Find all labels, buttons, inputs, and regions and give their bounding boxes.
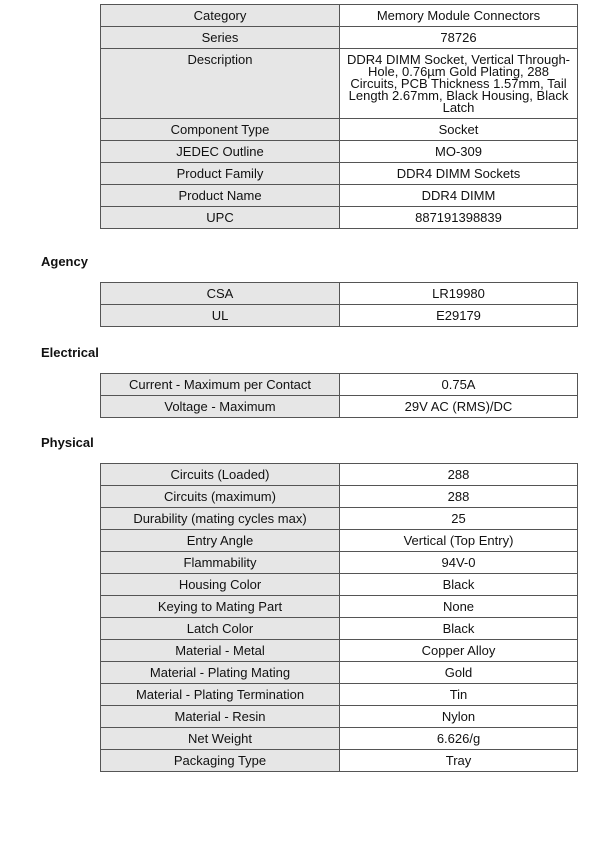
table-row [101, 728, 578, 750]
spec-value: DDR4 DIMM [340, 185, 578, 207]
spec-key: Flammability [101, 552, 340, 574]
spec-value: 288 [340, 486, 578, 508]
table-row [101, 662, 578, 684]
table-row [101, 574, 578, 596]
spec-key: Circuits (maximum) [101, 486, 340, 508]
spec-key: JEDEC Outline [101, 141, 340, 163]
spec-value: 29V AC (RMS)/DC [340, 396, 578, 418]
table-row [101, 464, 578, 486]
spec-key: Category [101, 5, 340, 27]
spec-value: Tin [340, 684, 578, 706]
spec-value: DDR4 DIMM Socket, Vertical Through-Hole, 0.76µm Gold Plating, 288 Circuits, PCB Thickness 1.57mm, Tail Length 2.67mm, Black Housing, Black Latch [340, 49, 578, 119]
spec-value: 25 [340, 508, 578, 530]
spec-key: UPC [101, 207, 340, 229]
table-row [101, 508, 578, 530]
spec-key: Product Family [101, 163, 340, 185]
spec-value: Copper Alloy [340, 640, 578, 662]
spec-value: 0.75A [340, 374, 578, 396]
table-row [101, 618, 578, 640]
table-row [101, 49, 578, 119]
table-row [101, 27, 578, 49]
spec-value: Nylon [340, 706, 578, 728]
spec-key: Product Name [101, 185, 340, 207]
table-row [101, 5, 578, 27]
spec-key: Component Type [101, 119, 340, 141]
spec-key: Entry Angle [101, 530, 340, 552]
spec-key: Voltage - Maximum [101, 396, 340, 418]
spec-value: 6.626/g [340, 728, 578, 750]
spec-key: Material - Plating Termination [101, 684, 340, 706]
table-row [101, 552, 578, 574]
spec-key: Packaging Type [101, 750, 340, 772]
spec-value: Black [340, 574, 578, 596]
table-row [101, 163, 578, 185]
spec-key: UL [101, 305, 340, 327]
table-row [101, 374, 578, 396]
table-row [101, 640, 578, 662]
section-title-physical: Physical [41, 435, 94, 450]
spec-value: 887191398839 [340, 207, 578, 229]
table-row [101, 750, 578, 772]
spec-key: Current - Maximum per Contact [101, 374, 340, 396]
spec-value: MO-309 [340, 141, 578, 163]
spec-value: Vertical (Top Entry) [340, 530, 578, 552]
spec-key: Description [101, 49, 340, 119]
spec-key: Material - Metal [101, 640, 340, 662]
spec-value: Tray [340, 750, 578, 772]
spec-key: Net Weight [101, 728, 340, 750]
spec-value: E29179 [340, 305, 578, 327]
spec-value: Gold [340, 662, 578, 684]
spec-value: 78726 [340, 27, 578, 49]
spec-key: CSA [101, 283, 340, 305]
spec-key: Material - Resin [101, 706, 340, 728]
spec-key: Keying to Mating Part [101, 596, 340, 618]
table-row [101, 530, 578, 552]
table-row [101, 207, 578, 229]
table-row [101, 596, 578, 618]
spec-value: Socket [340, 119, 578, 141]
spec-value: 94V-0 [340, 552, 578, 574]
table-row [101, 119, 578, 141]
table-row [101, 684, 578, 706]
spec-value: Black [340, 618, 578, 640]
spec-key: Material - Plating Mating [101, 662, 340, 684]
spec-value: 288 [340, 464, 578, 486]
table-row [101, 185, 578, 207]
spec-key: Housing Color [101, 574, 340, 596]
table-row [101, 486, 578, 508]
section-title-electrical: Electrical [41, 345, 99, 360]
table-row [101, 283, 578, 305]
spec-value: Memory Module Connectors [340, 5, 578, 27]
spec-value: None [340, 596, 578, 618]
agency-spec-table [100, 282, 578, 327]
table-row [101, 141, 578, 163]
spec-key: Circuits (Loaded) [101, 464, 340, 486]
section-title-agency: Agency [41, 254, 88, 269]
spec-key: Durability (mating cycles max) [101, 508, 340, 530]
table-row [101, 396, 578, 418]
spec-value: DDR4 DIMM Sockets [340, 163, 578, 185]
spec-key: Series [101, 27, 340, 49]
table-row [101, 305, 578, 327]
general-spec-table [100, 4, 578, 229]
physical-spec-table [100, 463, 578, 772]
spec-key: Latch Color [101, 618, 340, 640]
spec-value: LR19980 [340, 283, 578, 305]
table-row [101, 706, 578, 728]
electrical-spec-table [100, 373, 578, 418]
